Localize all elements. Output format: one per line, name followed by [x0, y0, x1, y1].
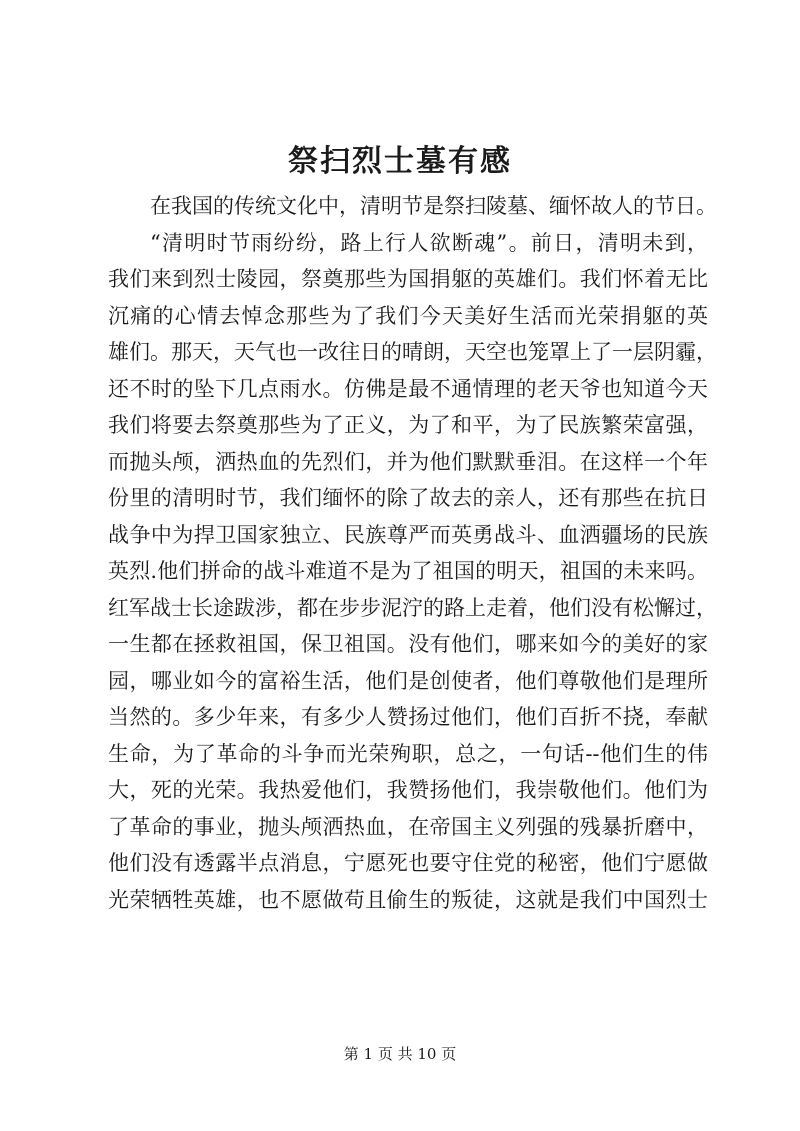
paragraph-line: 当然的。多少年来，有多少人赞扬过他们，他们百折不挠，奉献: [108, 705, 708, 729]
paragraph-line: 大，死的光荣。我热爱他们，我赞扬他们，我崇敬他们。他们为: [108, 778, 708, 802]
paragraph-line: 红军战士长途跋涉，都在步步泥泞的路上走着，他们没有松懈过，: [108, 595, 717, 620]
paragraph-line: 我们将要去祭奠那些为了正义，为了和平，为了民族繁荣富强，: [108, 413, 708, 437]
paragraph-line: 园，哪业如今的富裕生活，他们是创使者，他们尊敬他们是理所: [108, 668, 708, 693]
paragraph-line: 英烈.他们拼命的战斗难道不是为了祖国的明天，祖国的未来吗。: [108, 559, 708, 583]
paragraph-line: 战争中为捍卫国家独立、民族尊严而英勇战斗、血洒疆场的民族: [108, 522, 708, 547]
paragraph-line: 雄们。那天，天气也一改往日的晴朗，天空也笼罩上了一层阴霾，: [108, 340, 717, 364]
paragraph-line: 他们没有透露半点消息，宁愿死也要守住党的秘密，他们宁愿做: [108, 851, 708, 875]
page-footer: 第 1 页 共 10 页: [343, 1045, 457, 1063]
paragraph-line: 在我国的传统文化中，清明节是祭扫陵墓、缅怀故人的节日。: [150, 194, 717, 218]
paragraph-line: 还不时的坠下几点雨水。仿佛是最不通情理的老天爷也知道今天: [108, 376, 708, 401]
paragraph-line: “清明时节雨纷纷，路上行人欲断魂”。前日，清明未到，: [150, 230, 708, 255]
paragraph-line: 我们来到烈士陵园，祭奠那些为国捐躯的英雄们。我们怀着无比: [108, 267, 708, 291]
document-title: 祭扫烈士墓有感: [288, 144, 512, 179]
paragraph-line: 了革命的事业，抛头颅洒热血，在帝国主义列强的残暴折磨中，: [108, 814, 708, 839]
paragraph-line: 一生都在拯救祖国，保卫祖国。没有他们，哪来如今的美好的家: [108, 632, 708, 656]
document-body: [108, 188, 717, 918]
paragraph-line: 沉痛的心情去悼念那些为了我们今天美好生活而光荣捐躯的英: [108, 303, 708, 328]
paragraph-line: 而抛头颅，洒热血的先烈们，并为他们默默垂泪。在这样一个年: [108, 449, 708, 474]
paragraph-line: 份里的清明时节，我们缅怀的除了故去的亲人，还有那些在抗日: [108, 486, 708, 510]
paragraph-line: 光荣牺牲英雄，也不愿做苟且偷生的叛徒，这就是我们中国烈士: [108, 887, 708, 912]
paragraph-line: 生命，为了革命的斗争而光荣殉职，总之，一句话--他们生的伟: [108, 741, 708, 766]
